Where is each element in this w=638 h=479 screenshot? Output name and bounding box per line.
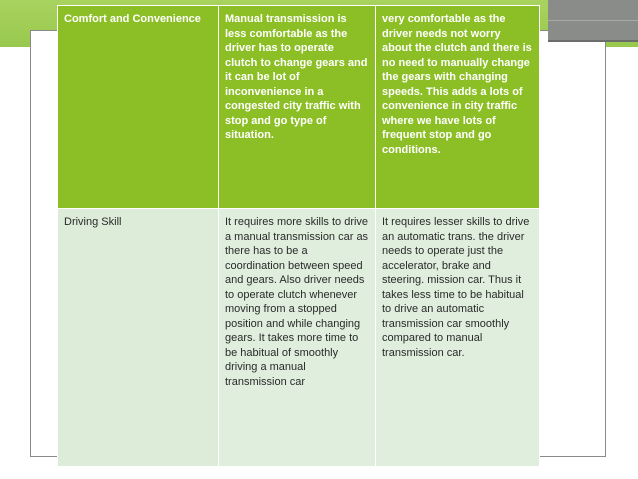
cell-text: Driving Skill: [64, 216, 122, 229]
cell-text: Manual transmission is less comfortable as the driver has to operate clutch to change gears and it can be lot of inconvenience in a congested city traffic with stop and go type of situation.: [225, 13, 368, 141]
cell-text: It requires lesser skills to drive an automatic trans. the driver needs to operate just the accelerator, brake and steering. mission car. Thus it takes less time to be habitual to drive an automatic transmission car smoothly compared to manual transmission car.: [382, 216, 530, 359]
cell-text: very comfortable as the driver needs not worry about the clutch and there is no need to manually change the gears with changing speeds. This adds a lots of convenience in city traffic where we have lots of frequent stop and go conditions.: [382, 13, 532, 156]
table-cell-manual: [219, 6, 376, 209]
table-cell-automatic: [376, 209, 540, 467]
table-row: [58, 209, 540, 467]
table-row: [58, 6, 540, 209]
cell-text: It requires more skills to drive a manual transmission car as there has to be a coordination between speed and gears. Also driver needs to operate clutch whenever moving from a stopped position and while changing gears. It takes more time to be habitual of smoothly driving a manual transmission car: [225, 216, 369, 388]
table-cell-feature: [58, 209, 219, 467]
table-cell-feature: [58, 6, 219, 209]
comparison-table: [57, 5, 539, 467]
table-cell-manual: [219, 209, 376, 467]
corner-decoration: [548, 0, 638, 42]
table-cell-automatic: [376, 6, 540, 209]
cell-text: Comfort and Convenience: [64, 13, 201, 25]
